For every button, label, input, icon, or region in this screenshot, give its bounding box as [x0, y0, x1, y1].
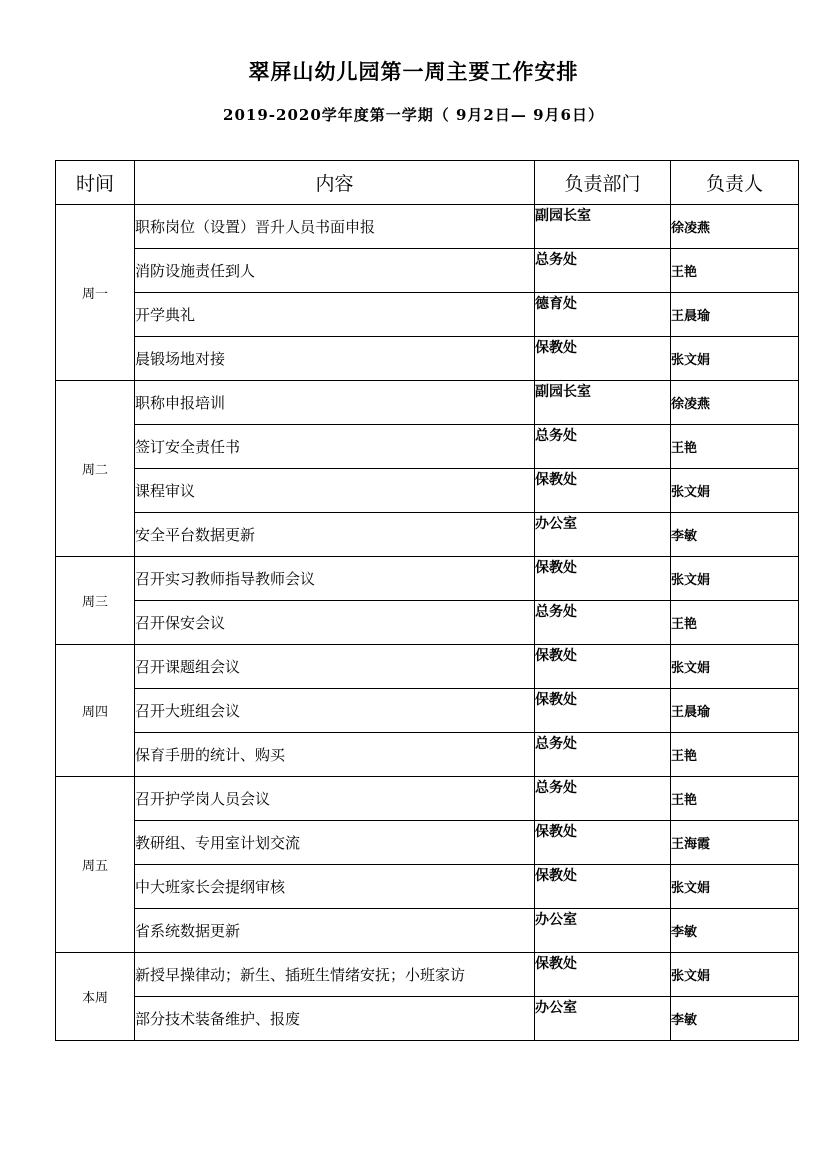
- dept-cell: 保教处: [535, 557, 671, 601]
- table-row: [56, 249, 799, 293]
- content-cell: 职称岗位（设置）晋升人员书面申报: [135, 205, 535, 249]
- content-cell: 召开课题组会议: [135, 645, 535, 689]
- schedule-table: [55, 160, 799, 1041]
- dept-cell: 保教处: [535, 469, 671, 513]
- table-row: [56, 513, 799, 557]
- person-cell: 张文娟: [671, 865, 799, 909]
- dept-cell: 保教处: [535, 821, 671, 865]
- person-cell: 王海霞: [671, 821, 799, 865]
- table-row: [56, 293, 799, 337]
- table-row: [56, 953, 799, 997]
- content-cell: 省系统数据更新: [135, 909, 535, 953]
- table-row: [56, 997, 799, 1041]
- person-cell: 王艳: [671, 601, 799, 645]
- person-cell: 徐凌燕: [671, 205, 799, 249]
- dept-cell: 副园长室: [535, 381, 671, 425]
- dept-cell: 保教处: [535, 337, 671, 381]
- person-cell: 李敏: [671, 909, 799, 953]
- day-cell: 周五: [56, 777, 135, 953]
- table-row: [56, 469, 799, 513]
- table-row: [56, 777, 799, 821]
- person-cell: 李敏: [671, 513, 799, 557]
- person-cell: 张文娟: [671, 469, 799, 513]
- dept-cell: 副园长室: [535, 205, 671, 249]
- dept-cell: 保教处: [535, 645, 671, 689]
- table-row: [56, 645, 799, 689]
- table-row: [56, 909, 799, 953]
- content-cell: 职称申报培训: [135, 381, 535, 425]
- content-cell: 中大班家长会提纲审核: [135, 865, 535, 909]
- content-cell: 部分技术装备维护、报废: [135, 997, 535, 1041]
- dept-cell: 保教处: [535, 689, 671, 733]
- dept-cell: 总务处: [535, 425, 671, 469]
- day-cell: 周一: [56, 205, 135, 381]
- person-cell: 李敏: [671, 997, 799, 1041]
- dept-cell: 办公室: [535, 909, 671, 953]
- content-cell: 召开实习教师指导教师会议: [135, 557, 535, 601]
- person-cell: 张文娟: [671, 645, 799, 689]
- person-cell: 张文娟: [671, 953, 799, 997]
- content-cell: 召开保安会议: [135, 601, 535, 645]
- table-row: [56, 381, 799, 425]
- header-content: 内容: [135, 161, 535, 205]
- table-row: [56, 689, 799, 733]
- person-cell: 王艳: [671, 425, 799, 469]
- day-cell: 周二: [56, 381, 135, 557]
- day-cell: 周四: [56, 645, 135, 777]
- content-cell: 消防设施责任到人: [135, 249, 535, 293]
- person-cell: 王晨瑜: [671, 293, 799, 337]
- header-dept: 负责部门: [535, 161, 671, 205]
- table-row: [56, 733, 799, 777]
- header-time: 时间: [56, 161, 135, 205]
- table-row: [56, 557, 799, 601]
- dept-cell: 总务处: [535, 733, 671, 777]
- content-cell: 教研组、专用室计划交流: [135, 821, 535, 865]
- content-cell: 课程审议: [135, 469, 535, 513]
- content-cell: 召开大班组会议: [135, 689, 535, 733]
- content-cell: 签订安全责任书: [135, 425, 535, 469]
- person-cell: 王艳: [671, 733, 799, 777]
- table-row: [56, 865, 799, 909]
- table-row: [56, 337, 799, 381]
- person-cell: 张文娟: [671, 337, 799, 381]
- content-cell: 召开护学岗人员会议: [135, 777, 535, 821]
- table-row: [56, 425, 799, 469]
- document-title: 翠屏山幼儿园第一周主要工作安排: [248, 60, 579, 84]
- person-cell: 徐凌燕: [671, 381, 799, 425]
- content-cell: 保育手册的统计、购买: [135, 733, 535, 777]
- dept-cell: 办公室: [535, 513, 671, 557]
- content-cell: 新授早操律动；新生、插班生情绪安抚；小班家访: [135, 953, 535, 997]
- header-person: 负责人: [671, 161, 799, 205]
- person-cell: 王艳: [671, 777, 799, 821]
- table-row: [56, 821, 799, 865]
- dept-cell: 总务处: [535, 249, 671, 293]
- content-cell: 安全平台数据更新: [135, 513, 535, 557]
- document-subtitle: 2019-2020学年度第一学期（ 9月2日— 9月6日）: [223, 106, 604, 124]
- person-cell: 王晨瑜: [671, 689, 799, 733]
- table-row: [56, 601, 799, 645]
- dept-cell: 德育处: [535, 293, 671, 337]
- dept-cell: 办公室: [535, 997, 671, 1041]
- day-cell: 本周: [56, 953, 135, 1041]
- person-cell: 张文娟: [671, 557, 799, 601]
- header-row: [56, 161, 799, 205]
- day-cell: 周三: [56, 557, 135, 645]
- table-row: [56, 205, 799, 249]
- dept-cell: 保教处: [535, 953, 671, 997]
- content-cell: 开学典礼: [135, 293, 535, 337]
- dept-cell: 保教处: [535, 865, 671, 909]
- content-cell: 晨锻场地对接: [135, 337, 535, 381]
- dept-cell: 总务处: [535, 601, 671, 645]
- person-cell: 王艳: [671, 249, 799, 293]
- dept-cell: 总务处: [535, 777, 671, 821]
